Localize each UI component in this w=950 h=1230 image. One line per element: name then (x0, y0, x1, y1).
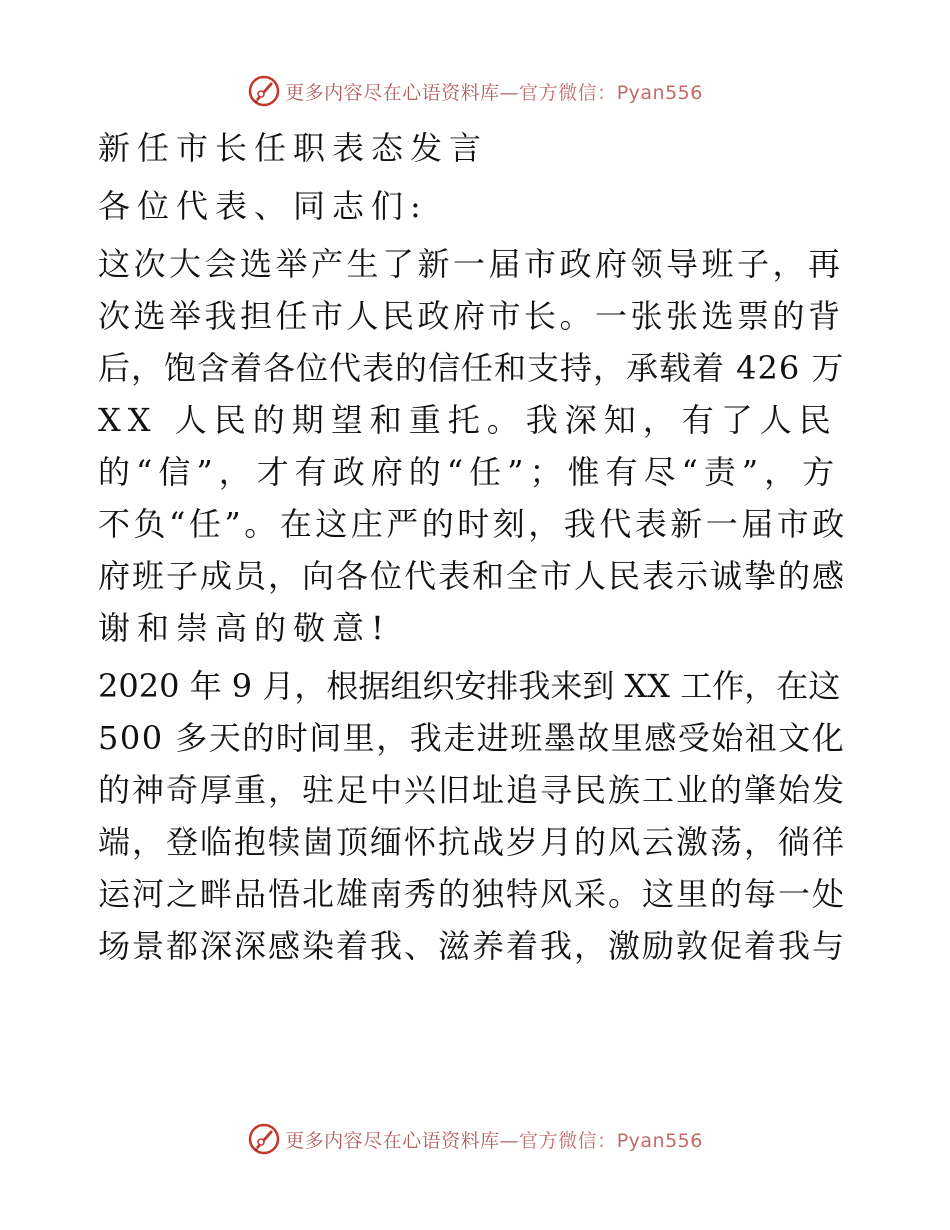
paragraph-line: 500 多天的时间里，我走进班墨故里感受始祖文化 (98, 719, 846, 757)
header-watermark (0, 69, 950, 113)
footer-watermark (0, 1117, 950, 1161)
watermark-text-wechat: —官方微信： (499, 81, 617, 104)
paragraph-line: 场景都深深感染着我、滋养着我，激励敦促着我与 (98, 927, 847, 965)
quill-logo-icon (247, 74, 281, 108)
paragraph-line: 府班子成员，向各位代表和全市人民表示诚挚的感 (98, 557, 847, 595)
watermark-text (285, 78, 703, 105)
watermark-text-id: Pyan556 (616, 81, 703, 104)
paragraph-line: XX 人民的期望和重托。我深知，有了人民 (98, 401, 838, 439)
paragraph-line: 谢和崇高的敬意! (98, 609, 391, 647)
paragraph-1 (98, 238, 850, 654)
watermark-text (285, 1126, 703, 1153)
watermark-text-id: Pyan556 (616, 1129, 703, 1152)
salutation: 各位代表、同志们: (98, 187, 428, 225)
document-page (98, 122, 850, 972)
paragraph-line: 不负“任”。在这庄严的时刻，我代表新一届市政 (98, 505, 848, 543)
paragraph-2 (98, 660, 850, 972)
paragraph-line: 的“信”，才有政府的“任”；惟有尽“责”，方 (98, 453, 841, 491)
document-title: 新任市长任职表态发言 (98, 129, 489, 167)
quill-logo-icon (247, 1122, 281, 1156)
watermark-text-main: 更多内容尽在心语资料库 (285, 1129, 500, 1152)
paragraph-line: 的神奇厚重，驻足中兴旧址追寻民族工业的肇始发 (98, 771, 847, 809)
paragraph-line: 运河之畔品悟北雄南秀的独特风采。这里的每一处 (98, 875, 847, 913)
paragraph-line: 次选举我担任市人民政府市长。一张张选票的背 (98, 297, 844, 335)
watermark-text-wechat: —官方微信： (499, 1129, 617, 1152)
paragraph-line: 后，饱含着各位代表的信任和支持，承载着 426 万 (98, 349, 845, 387)
watermark-text-main: 更多内容尽在心语资料库 (285, 81, 500, 104)
paragraph-line: 2020 年 9 月，根据组织安排我来到 XX 工作，在这 (98, 667, 841, 705)
paragraph-line: 端，登临抱犊崮顶缅怀抗战岁月的风云激荡，徜徉 (98, 823, 847, 861)
paragraph-line: 这次大会选举产生了新一届市政府领导班子，再 (98, 245, 844, 283)
